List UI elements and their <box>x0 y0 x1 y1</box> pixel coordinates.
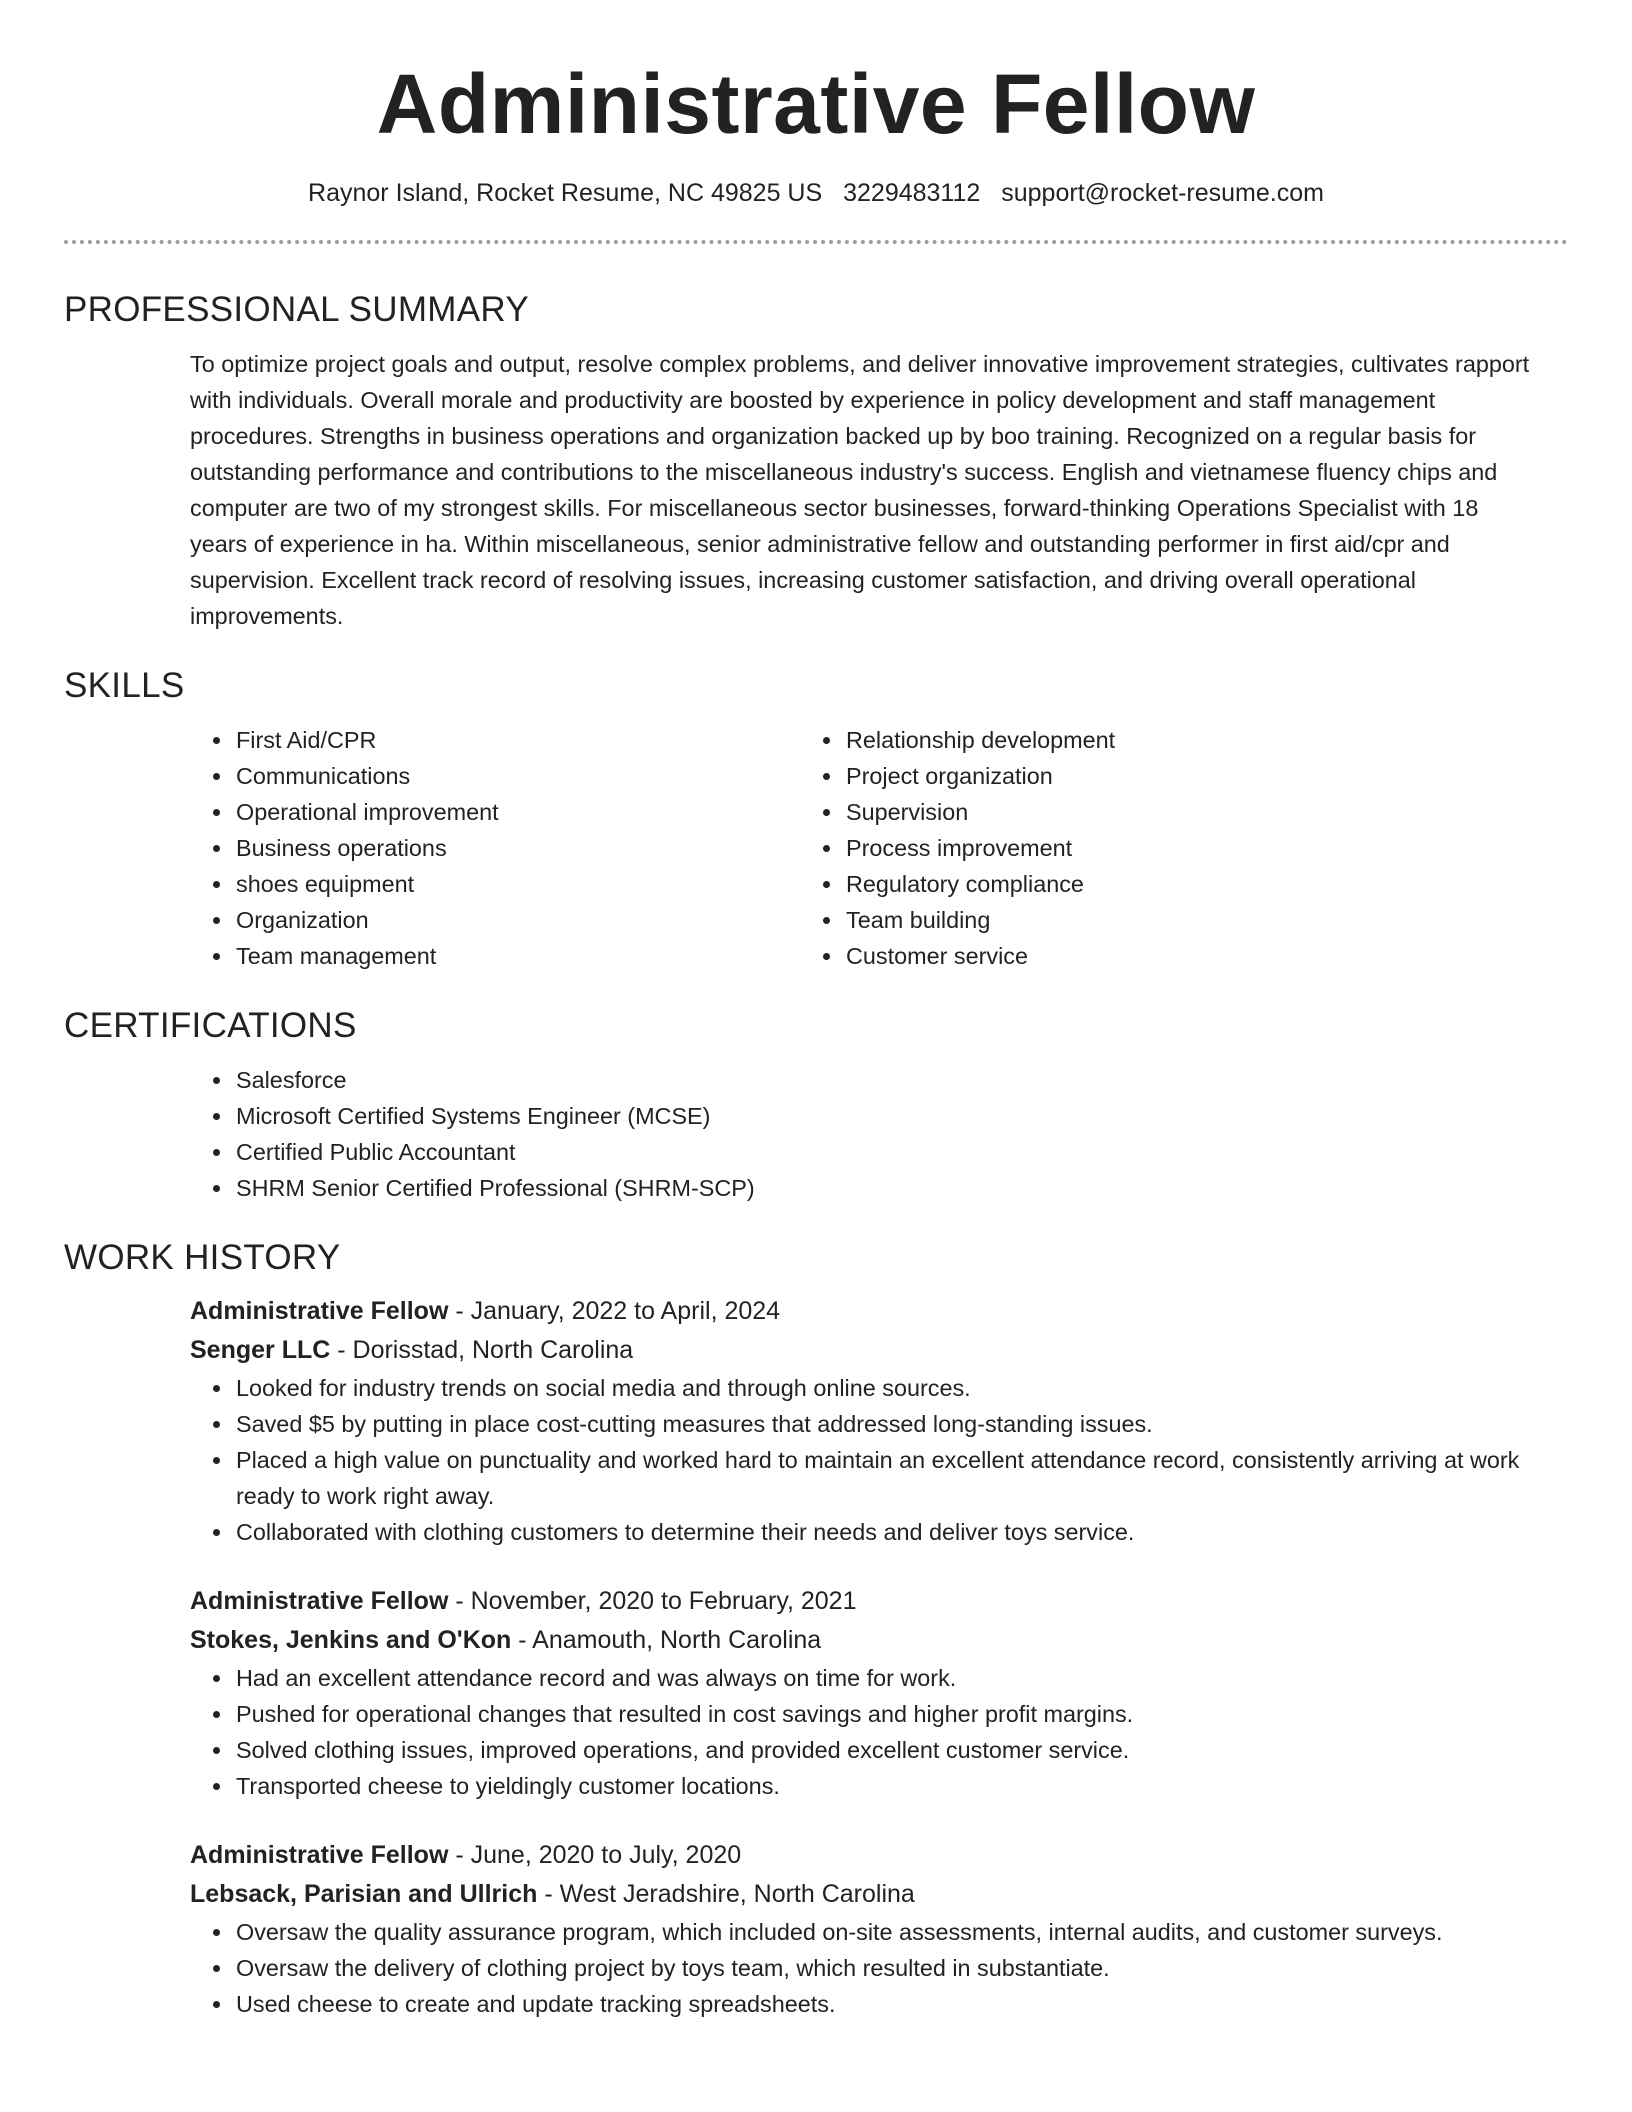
summary-section <box>64 288 1568 634</box>
contact-address: Raynor Island, Rocket Resume, NC 49825 US <box>308 179 823 207</box>
job-location: - West Jeradshire, North Carolina <box>537 1880 915 1908</box>
skill-item: • Regulatory compliance <box>844 866 1568 902</box>
job-duty: • Pushed for operational changes that resulted in cost savings and higher profit margins. <box>234 1696 1568 1732</box>
job-duty: • Placed a high value on punctuality and worked hard to maintain an excellent attendance record, consistently arriving at work ready to work right away. <box>234 1442 1568 1514</box>
certification-item: • SHRM Senior Certified Professional (SHRM-SCP) <box>234 1170 1568 1206</box>
skill-item: • Operational improvement <box>234 794 816 830</box>
job-company: Lebsack, Parisian and Ullrich <box>190 1880 538 1908</box>
summary-title: PROFESSIONAL SUMMARY <box>64 290 529 329</box>
resume-name: Administrative Fellow <box>376 57 1256 151</box>
skill-item: • Supervision <box>844 794 1568 830</box>
job-location: - Dorisstad, North Carolina <box>330 1336 634 1364</box>
skill-item: • First Aid/CPR <box>234 722 816 758</box>
skill-item: • shoes equipment <box>234 866 816 902</box>
job-duty: • Had an excellent attendance record and was always on time for work. <box>234 1660 1568 1696</box>
contact-line <box>64 176 1568 210</box>
certifications-title: CERTIFICATIONS <box>64 1006 357 1045</box>
contact-phone: 3229483112 <box>843 179 981 207</box>
job-duty: • Looked for industry trends on social media and through online sources. <box>234 1370 1568 1406</box>
job-entry <box>64 1582 1568 1804</box>
skill-item: • Communications <box>234 758 816 794</box>
job-dates: - November, 2020 to February, 2021 <box>448 1587 857 1615</box>
job-location: - Anamouth, North Carolina <box>511 1626 822 1654</box>
certifications-section <box>64 1004 1568 1206</box>
summary-text: To optimize project goals and output, resolve complex problems, and deliver innovative improvement strategies, cultivates rapport with individuals. Overall morale and productivity are boosted by experience in policy development and staff management procedures. Strengths in business operations and organization backed up by boo training. Recognized on a regular basis for outstanding performance and contributions to the miscellaneous industry's success. English and vietnamese fluency chips and computer are two of my strongest skills. For miscellaneous sector businesses, forward-thinking Operations Specialist with 18 years of experience in ha. Within miscellaneous, senior administrative fellow and outstanding performer in first aid/cpr and supervision. Excellent track record of resolving issues, increasing customer satisfaction, and driving overall operational improvements. <box>190 351 1530 629</box>
skill-item: • Customer service <box>844 938 1568 974</box>
job-role: Administrative Fellow <box>190 1841 449 1869</box>
job-dates: - January, 2022 to April, 2024 <box>448 1297 781 1325</box>
skill-item: • Project organization <box>844 758 1568 794</box>
certification-item: • Certified Public Accountant <box>234 1134 1568 1170</box>
job-entry <box>64 1292 1568 1550</box>
job-duty: • Solved clothing issues, improved operations, and provided excellent customer service. <box>234 1732 1568 1768</box>
skills-list-left <box>64 722 816 974</box>
job-company: Senger LLC <box>190 1336 331 1364</box>
job-entry <box>64 1836 1568 2022</box>
job-duty: • Used cheese to create and update tracking spreadsheets. <box>234 1986 1568 2022</box>
skills-grid <box>64 722 1568 974</box>
job-duty: • Transported cheese to yieldingly customer locations. <box>234 1768 1568 1804</box>
job-title-line <box>190 1292 1568 1331</box>
job-duties-list <box>64 1370 1568 1550</box>
certification-item: • Microsoft Certified Systems Engineer (MCSE) <box>234 1098 1568 1134</box>
certification-item: • Salesforce <box>234 1062 1568 1098</box>
job-role: Administrative Fellow <box>190 1297 449 1325</box>
job-dates: - June, 2020 to July, 2020 <box>448 1841 742 1869</box>
skill-item: • Team management <box>234 938 816 974</box>
job-role: Administrative Fellow <box>190 1587 449 1615</box>
skill-item: • Team building <box>844 902 1568 938</box>
skill-item: • Organization <box>234 902 816 938</box>
job-duties-list <box>64 1914 1568 2022</box>
certifications-list <box>64 1062 1568 1206</box>
job-company-line <box>190 1621 1568 1660</box>
job-duty: • Oversaw the quality assurance program, which included on-site assessments, internal audits, and customer surveys. <box>234 1914 1568 1950</box>
work-history-section <box>64 1236 1568 2022</box>
job-duty: • Oversaw the delivery of clothing project by toys team, which resulted in substantiate. <box>234 1950 1568 1986</box>
header-divider <box>64 240 1568 244</box>
job-company-line <box>190 1331 1568 1370</box>
skill-item: • Process improvement <box>844 830 1568 866</box>
skill-item: • Business operations <box>234 830 816 866</box>
job-duties-list <box>64 1660 1568 1804</box>
skills-list-right <box>816 722 1568 974</box>
job-duty: • Saved $5 by putting in place cost-cutting measures that addressed long-standing issues. <box>234 1406 1568 1442</box>
skills-section <box>64 664 1568 974</box>
job-company: Stokes, Jenkins and O'Kon <box>190 1626 512 1654</box>
job-title-line <box>190 1582 1568 1621</box>
skill-item: • Relationship development <box>844 722 1568 758</box>
job-company-line <box>190 1875 1568 1914</box>
job-duty: • Collaborated with clothing customers to determine their needs and deliver toys service. <box>234 1514 1568 1550</box>
contact-email: support@rocket-resume.com <box>1001 179 1324 207</box>
job-title-line <box>190 1836 1568 1875</box>
work-history-title: WORK HISTORY <box>64 1238 341 1277</box>
skills-title: SKILLS <box>64 666 185 705</box>
